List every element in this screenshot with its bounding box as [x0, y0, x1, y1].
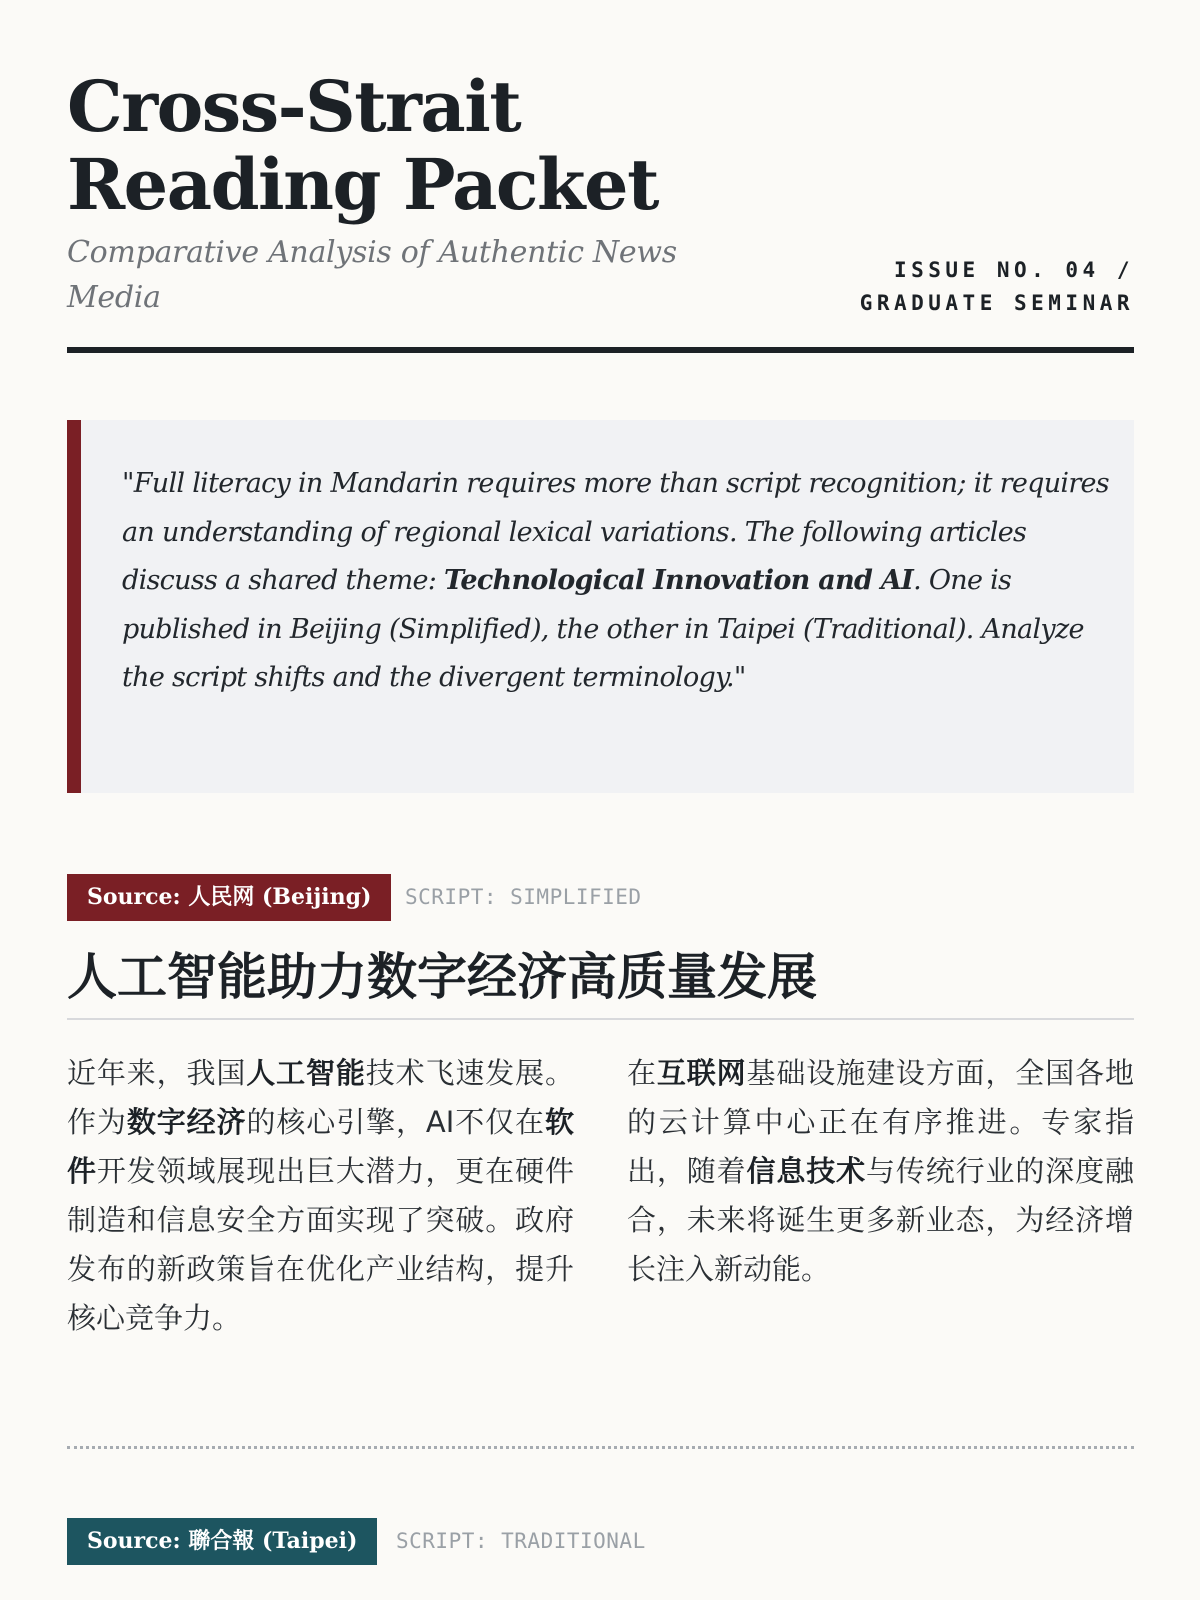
term-highlight: 信息技术: [746, 1154, 866, 1188]
reading-packet-page: [67, 0, 1134, 1600]
article-column-right: [627, 1049, 1134, 1294]
quote-emphasis: Technological Innovation and AI: [444, 565, 914, 596]
term-highlight: 软件: [67, 1105, 574, 1188]
text-run: 基础设施建设方面，全国各地的云计算中心正在有序推进。专家指出，随着: [627, 1056, 1134, 1188]
quote-part-2: . One is published in Beijing (Simplified), the other in Taipei (Traditional). Analyze the script shifts and the divergent terminology.": [122, 565, 1084, 693]
article-column-left: [67, 1049, 574, 1343]
text-run: 技术飞速发展。作为: [67, 1056, 574, 1139]
intro-quote: [67, 420, 1134, 793]
seminar-label: GRADUATE SEMINAR: [859, 291, 1134, 315]
script-label-simplified: SCRIPT: SIMPLIFIED: [405, 885, 642, 909]
term-highlight: 数字经济: [126, 1105, 247, 1139]
article-headline-beijing: 人工智能助力数字经济高质量发展: [67, 948, 817, 1006]
title-line-1: Cross-Strait: [67, 65, 521, 148]
issue-number: ISSUE NO. 04 /: [893, 258, 1134, 282]
source-badge-taipei: Source: 聯合報 (Taipei): [67, 1518, 377, 1565]
script-label-traditional: SCRIPT: TRADITIONAL: [396, 1529, 646, 1553]
quote-text: [122, 460, 1122, 703]
text-run: 在: [627, 1056, 657, 1090]
text-run: 的核心引擎，AI不仅在: [246, 1105, 545, 1139]
header-divider: [67, 347, 1134, 353]
term-highlight: 互联网: [656, 1056, 747, 1090]
issue-info: [860, 254, 1134, 320]
page-subtitle: Comparative Analysis of Authentic News Media: [67, 235, 677, 315]
article-tag-row: [67, 1518, 1134, 1565]
text-run: 开发领域展现出巨大潜力，更在硬件制造和信息安全方面实现了突破。政府发布的新政策旨在优化产业结构，提升核心竞争力。: [67, 1154, 574, 1335]
source-badge-beijing: Source: 人民网 (Beijing): [67, 874, 391, 921]
text-run: 近年来，我国: [67, 1056, 247, 1090]
quote-part-1: "Full literacy in Mandarin requires more than script recognition; it requires an understanding of regional lexical variations. The following articles discuss a shared theme:: [122, 468, 1109, 596]
title-line-2: Reading Packet: [67, 143, 658, 226]
headline-divider: [67, 1018, 1134, 1020]
article-tag-row: [67, 874, 1134, 921]
term-highlight: 人工智能: [246, 1056, 366, 1090]
article-separator: [67, 1446, 1134, 1449]
masthead: [67, 65, 1134, 352]
text-run: 与传统行业的深度融合，未来将诞生更多新业态，为经济增长注入新动能。: [627, 1154, 1134, 1286]
page-title: [67, 65, 658, 226]
